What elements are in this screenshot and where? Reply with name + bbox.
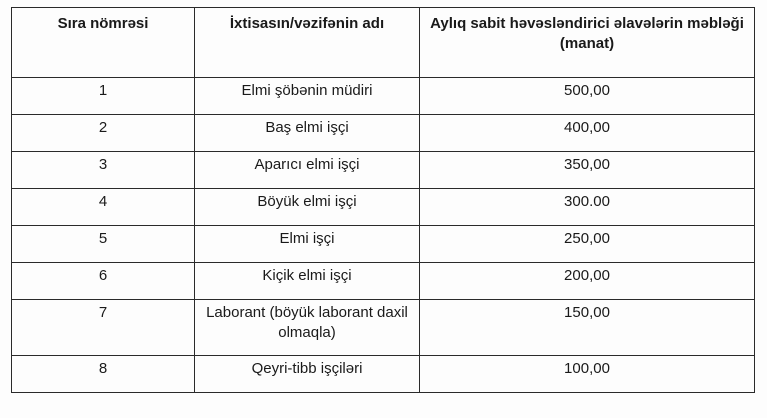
row-position: Kiçik elmi işçi — [195, 263, 420, 300]
row-position: Elmi şöbənin müdiri — [195, 78, 420, 115]
table-header-row — [12, 8, 755, 78]
row-number: 1 — [12, 78, 195, 115]
row-amount: 350,00 — [420, 152, 755, 189]
row-position: Aparıcı elmi işçi — [195, 152, 420, 189]
row-amount: 500,00 — [420, 78, 755, 115]
row-amount: 100,00 — [420, 356, 755, 393]
table-row — [12, 226, 755, 263]
row-number: 5 — [12, 226, 195, 263]
table-row — [12, 263, 755, 300]
row-number: 3 — [12, 152, 195, 189]
row-position: Baş elmi işçi — [195, 115, 420, 152]
table-row — [12, 300, 755, 356]
header-position: İxtisasın/vəzifənin adı — [195, 8, 420, 78]
allowance-table — [11, 7, 755, 393]
table-row — [12, 78, 755, 115]
row-number: 7 — [12, 300, 195, 356]
row-amount: 400,00 — [420, 115, 755, 152]
table-row — [12, 356, 755, 393]
row-number: 8 — [12, 356, 195, 393]
table-row — [12, 115, 755, 152]
row-number: 4 — [12, 189, 195, 226]
row-position: Böyük elmi işçi — [195, 189, 420, 226]
row-position: Qeyri-tibb işçiləri — [195, 356, 420, 393]
row-amount: 250,00 — [420, 226, 755, 263]
row-number: 6 — [12, 263, 195, 300]
table-row — [12, 189, 755, 226]
header-amount: Aylıq sabit həvəsləndirici əlavələrin məbləği (manat) — [420, 8, 755, 78]
row-number: 2 — [12, 115, 195, 152]
row-amount: 200,00 — [420, 263, 755, 300]
table-row — [12, 152, 755, 189]
row-amount: 300.00 — [420, 189, 755, 226]
header-number: Sıra nömrəsi — [12, 8, 195, 78]
row-position: Elmi işçi — [195, 226, 420, 263]
row-position: Laborant (böyük laborant daxil olmaqla) — [195, 300, 420, 356]
row-amount: 150,00 — [420, 300, 755, 356]
